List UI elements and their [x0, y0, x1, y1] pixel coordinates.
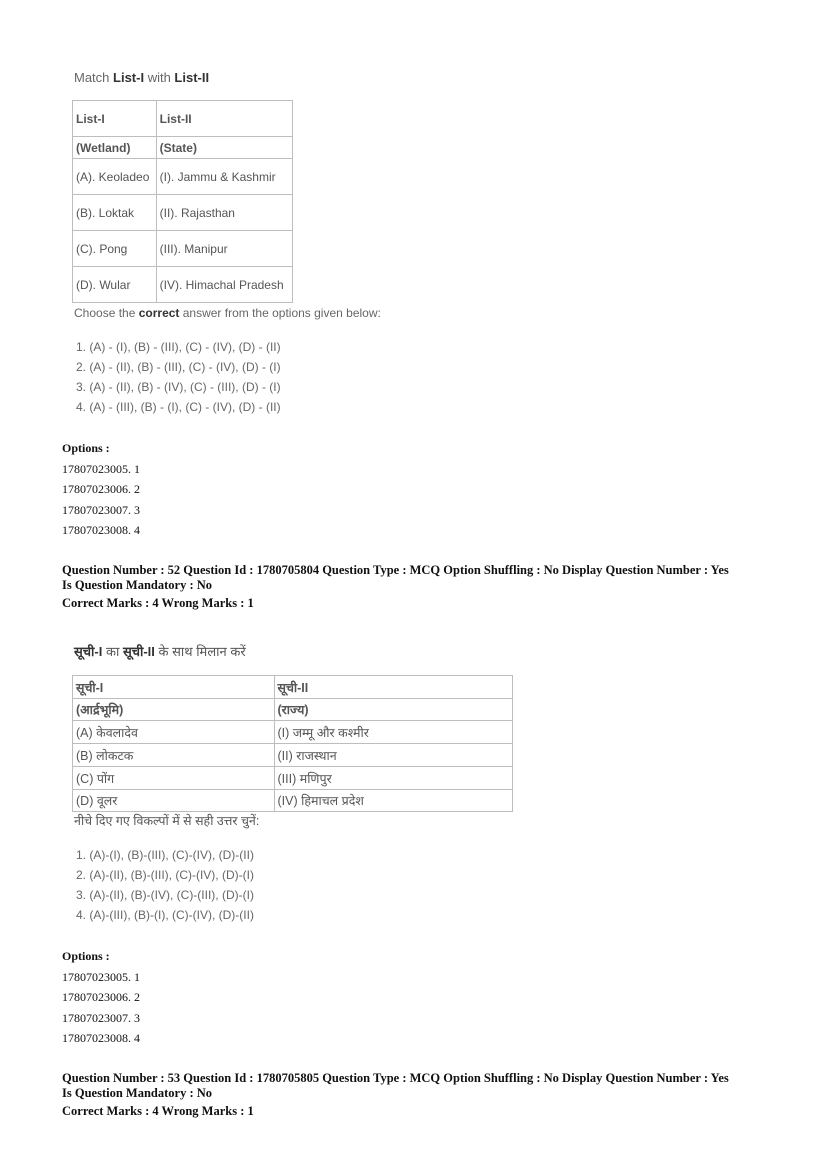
table-cell: (B) लोकटक	[73, 744, 275, 767]
table-row	[73, 159, 293, 195]
table-cell: (IV) हिमाचल प्रदेश	[274, 790, 513, 812]
table-subheader-row	[73, 699, 513, 721]
meta-line: Is Question Mandatory : No	[62, 1086, 213, 1100]
options-label: Options :	[62, 441, 110, 455]
table-row	[73, 195, 293, 231]
table-row	[73, 744, 513, 767]
table-cell: (आर्द्रभूमि)	[73, 699, 275, 721]
option-item: 17807023007. 3	[62, 502, 140, 517]
table-cell: (राज्य)	[274, 699, 513, 721]
option-item: 17807023006. 2	[62, 990, 140, 1004]
question-meta-52	[62, 563, 782, 611]
choice-list	[76, 845, 254, 925]
table-header-cell: List-II	[156, 101, 292, 137]
table-cell: (I) जम्मू और कश्मीर	[274, 721, 513, 744]
table-row	[73, 721, 513, 744]
table-row	[73, 767, 513, 790]
table-row	[73, 267, 293, 303]
table-cell: (III). Manipur	[156, 231, 292, 267]
choice-item: 2. (A)-(II), (B)-(III), (C)-(IV), (D)-(I)	[76, 868, 254, 882]
option-item: 17807023005. 1	[62, 461, 140, 476]
options-label: Options :	[62, 949, 110, 963]
table-cell: (A). Keoladeo	[73, 159, 157, 195]
choice-item: 4. (A)-(III), (B)-(I), (C)-(IV), (D)-(II)	[76, 908, 254, 922]
option-item: 17807023007. 3	[62, 1010, 140, 1025]
table-header-row	[73, 676, 513, 699]
meta-line: Is Question Mandatory : No	[62, 578, 213, 592]
match-table-english	[72, 100, 293, 303]
choice-item: 1. (A) - (I), (B) - (III), (C) - (IV), (D) - (II)	[76, 340, 281, 354]
table-cell: (III) मणिपुर	[274, 767, 513, 790]
option-item: 17807023005. 1	[62, 969, 140, 984]
table-header-cell: सूची-I	[73, 676, 275, 699]
table-cell: (B). Loktak	[73, 195, 157, 231]
table-cell: (A) केवलादेव	[73, 721, 275, 744]
table-cell: (II). Rajasthan	[156, 195, 292, 231]
table-cell: (State)	[156, 137, 292, 159]
match-instruction: Match List-I with List-II	[74, 70, 210, 85]
table-cell: (D) वूलर	[73, 790, 275, 812]
option-item: 17807023006. 2	[62, 482, 140, 496]
table-row	[73, 231, 293, 267]
choice-list	[76, 337, 281, 417]
options-block	[62, 438, 140, 541]
choice-item: 2. (A) - (II), (B) - (III), (C) - (IV), (D) - (I)	[76, 360, 281, 374]
meta-line: Question Number : 53 Question Id : 1780705805 Question Type : MCQ Option Shuffling : No Display Question Number : Yes	[62, 1071, 729, 1085]
table-header-row	[73, 101, 293, 137]
question-meta-53	[62, 1071, 782, 1119]
option-item: 17807023008. 4	[62, 1031, 140, 1045]
meta-line: Correct Marks : 4 Wrong Marks : 1	[62, 1104, 254, 1118]
table-row	[73, 790, 513, 812]
choose-instruction: Choose the correct answer from the options given below:	[74, 306, 381, 320]
hindi-match-instruction: सूची-I का सूची-II के साथ मिलान करें	[74, 644, 246, 659]
table-cell: (C). Pong	[73, 231, 157, 267]
table-cell: (II) राजस्थान	[274, 744, 513, 767]
meta-line: Correct Marks : 4 Wrong Marks : 1	[62, 596, 254, 610]
choice-item: 1. (A)-(I), (B)-(III), (C)-(IV), (D)-(II)	[76, 848, 254, 862]
match-table-hindi	[72, 675, 513, 812]
table-cell: (IV). Himachal Pradesh	[156, 267, 292, 303]
meta-line: Question Number : 52 Question Id : 1780705804 Question Type : MCQ Option Shuffling : No Display Question Number : Yes	[62, 563, 729, 577]
table-cell: (C) पोंग	[73, 767, 275, 790]
table-cell: (D). Wular	[73, 267, 157, 303]
choice-item: 4. (A) - (III), (B) - (I), (C) - (IV), (D) - (II)	[76, 400, 281, 414]
table-subheader-row	[73, 137, 293, 159]
table-cell: (Wetland)	[73, 137, 157, 159]
option-item: 17807023008. 4	[62, 523, 140, 537]
choice-item: 3. (A) - (II), (B) - (IV), (C) - (III), (D) - (I)	[76, 380, 281, 394]
options-block	[62, 946, 140, 1049]
table-cell: (I). Jammu & Kashmir	[156, 159, 292, 195]
table-header-cell: सूची-II	[274, 676, 513, 699]
table-header-cell: List-I	[73, 101, 157, 137]
hindi-choose-instruction: नीचे दिए गए विकल्पों में से सही उत्तर चुनें:	[74, 814, 260, 828]
choice-item: 3. (A)-(II), (B)-(IV), (C)-(III), (D)-(I)	[76, 888, 254, 902]
